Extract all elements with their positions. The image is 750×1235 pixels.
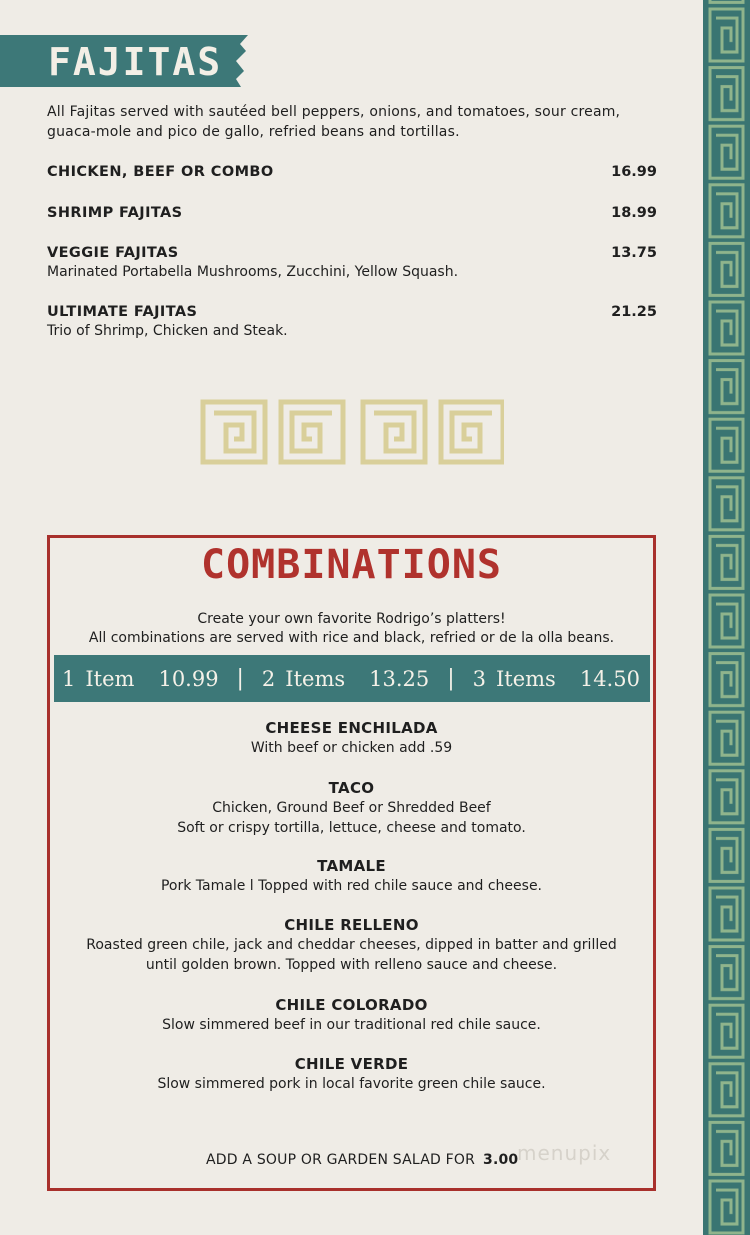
item-name: CHICKEN, BEEF OR COMBO	[47, 164, 274, 180]
tier-label: Items	[285, 666, 346, 691]
combo-description: Slow simmered beef in our traditional red chile sauce.	[162, 1017, 541, 1033]
item-price: 18.99	[611, 205, 657, 221]
tier-separator: |	[447, 666, 455, 691]
combo-item	[47, 778, 656, 838]
tier-count: 2	[261, 666, 276, 691]
price-tier	[62, 667, 219, 691]
menu-item	[47, 164, 657, 180]
combo-name: TACO	[328, 779, 375, 797]
item-price: 13.75	[611, 245, 657, 261]
item-name: ULTIMATE FAJITAS	[47, 304, 198, 320]
tier-count: 1	[62, 666, 76, 691]
price-tier-bar	[54, 655, 650, 702]
tier-price: 10.99	[158, 666, 219, 691]
item-description: Marinated Portabella Mushrooms, Zucchini, Yellow Squash.	[47, 264, 459, 280]
intro-line: Create your own favorite Rodrigo’s platters!	[197, 611, 506, 627]
menu-item	[47, 205, 657, 221]
addon-line	[206, 1152, 518, 1168]
item-name: VEGGIE FAJITAS	[47, 245, 179, 261]
greek-key-divider	[200, 399, 504, 465]
item-name: SHRIMP FAJITAS	[47, 205, 183, 221]
combo-name: CHILE RELLENO	[284, 916, 419, 934]
tier-label: Item	[85, 666, 135, 691]
combo-item	[47, 856, 656, 896]
intro-line: All combinations are served with rice and black, refried or de la olla beans.	[88, 630, 615, 646]
combo-item	[47, 915, 656, 975]
combo-name: TAMALE	[317, 857, 386, 875]
tier-price: 13.25	[369, 666, 430, 691]
item-description: Trio of Shrimp, Chicken and Steak.	[47, 323, 288, 339]
price-tier	[473, 667, 640, 691]
tier-count: 3	[472, 666, 486, 691]
combo-description: Chicken, Ground Beef or Shredded Beef	[212, 800, 491, 816]
combo-description: Soft or crispy tortilla, lettuce, cheese and tomato.	[177, 820, 526, 836]
fajitas-title: FAJITAS	[48, 40, 223, 84]
tier-label: Items	[495, 666, 556, 691]
addon-label: ADD A SOUP OR GARDEN SALAD FOR	[206, 1152, 476, 1168]
combo-name: CHILE VERDE	[294, 1055, 409, 1073]
menu-item	[47, 304, 657, 339]
combinations-intro	[47, 610, 656, 648]
greek-key-border	[703, 0, 750, 1235]
combo-description: Slow simmered pork in local favorite green chile sauce.	[157, 1076, 546, 1092]
combo-description: With beef or chicken add .59	[250, 740, 453, 756]
combo-description: Roasted green chile, jack and cheddar cheeses, dipped in batter and grilled	[86, 937, 617, 953]
item-price: 16.99	[611, 164, 657, 180]
tier-price: 14.50	[579, 666, 640, 691]
combo-name: CHEESE ENCHILADA	[265, 719, 438, 737]
price-tier	[262, 667, 429, 691]
combinations-title: COMBINATIONS	[201, 542, 502, 588]
fajitas-intro: All Fajitas served with sautéed bell peppers, onions, and tomatoes, sour cream, guaca-mole and pico de gallo, refried beans and tortillas.	[47, 104, 621, 140]
combo-item	[47, 718, 656, 758]
combo-name: CHILE COLORADO	[275, 996, 428, 1014]
combo-item	[47, 1054, 656, 1094]
combo-description: until golden brown. Topped with relleno sauce and cheese.	[145, 957, 558, 973]
watermark: menupix	[517, 1141, 612, 1165]
addon-price: 3.00	[483, 1152, 519, 1168]
item-price: 21.25	[611, 304, 657, 320]
combo-description: Pork Tamale l Topped with red chile sauce and cheese.	[160, 878, 543, 894]
menu-item	[47, 245, 657, 280]
tier-separator: |	[236, 666, 244, 691]
combo-item	[47, 995, 656, 1035]
